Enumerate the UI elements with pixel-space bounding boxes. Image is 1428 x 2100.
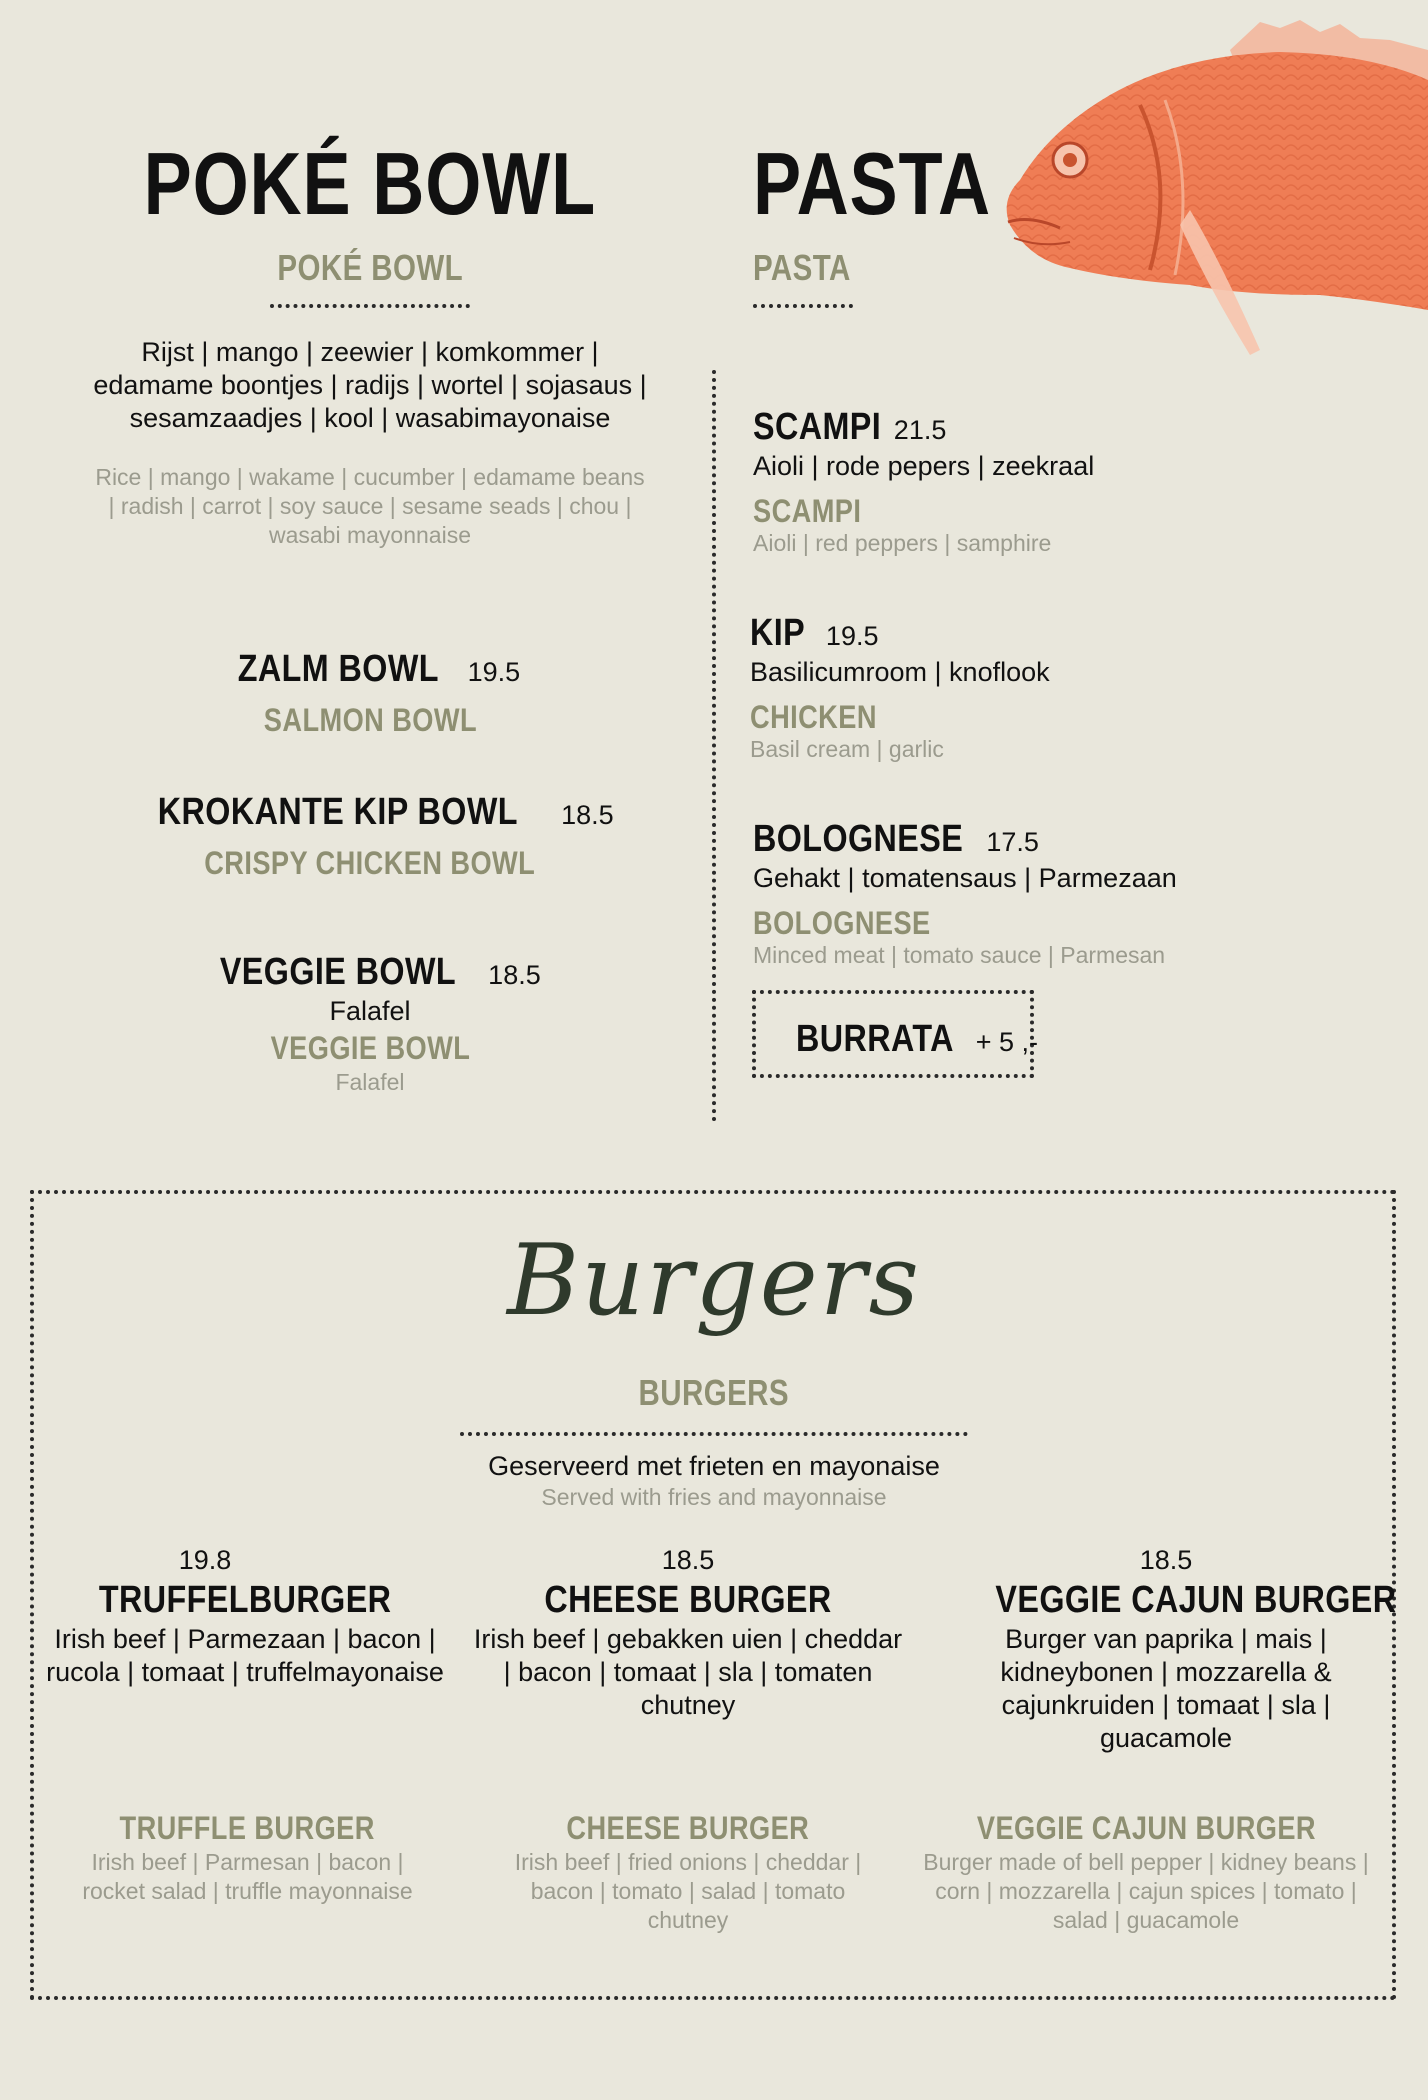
burgers-divider	[460, 1432, 968, 1436]
poke-description-nl: Rijst | mango | zeewier | komkommer | edamame boontjes | radijs | wortel | sojasaus | sesamzaadjes | kool | wasabimayonaise	[93, 337, 647, 433]
item-name-en: VEGGIE BOWL	[270, 1030, 470, 1066]
item-name: KIP	[750, 612, 806, 654]
pasta-subtitle: PASTA	[753, 247, 851, 288]
item-name-en: SALMON BOWL	[263, 702, 477, 738]
burger-item-veggie-cajun	[960, 1544, 1397, 1755]
item-price: 18.5	[488, 960, 541, 990]
item-description-nl: Basilicumroom | knoflook	[750, 657, 1050, 687]
item-description-en: Aioli | red peppers | samphire	[753, 530, 1052, 556]
item-price: 19.5	[467, 657, 521, 687]
burger-name: VEGGIE CAJUN BURGER	[995, 1579, 1397, 1621]
burger-price: 18.5	[661, 1545, 715, 1575]
burger-name-en: CHEESE BURGER	[566, 1810, 810, 1846]
item-description-en: Falafel	[335, 1069, 405, 1095]
burger-description-en: Burger made of bell pepper | kidney beans | corn | mozzarella | cajun spices | tomato | salad | guacamole	[923, 1849, 1369, 1933]
burger-name: CHEESE BURGER	[544, 1579, 832, 1621]
item-name-en: CHICKEN	[750, 699, 877, 735]
poke-description-en: Rice | mango | wakame | cucumber | edamame beans | radish | carrot | soy sauce | sesame seads | chou | wasabi mayonnaise	[95, 464, 645, 548]
poke-title: POKÉ BOWL	[143, 134, 597, 233]
burger-name-en: VEGGIE CAJUN BURGER	[976, 1810, 1316, 1846]
burger-item-truffel-en	[60, 1812, 435, 1906]
burgers-subtitle: BURGERS	[638, 1372, 790, 1413]
item-description-nl: Falafel	[329, 996, 411, 1026]
burger-description-en: Irish beef | fried onions | cheddar | bacon | tomato | salad | tomato chutney	[514, 1849, 862, 1933]
burgers-served-en: Served with fries and mayonnaise	[541, 1484, 887, 1510]
burgers-subtitle-wrap	[414, 1372, 1014, 1413]
burger-name-en: TRUFFLE BURGER	[119, 1810, 376, 1846]
item-name-en: CRISPY CHICKEN BOWL	[204, 845, 536, 881]
burger-description-nl: Irish beef | gebakken uien | cheddar | bacon | tomaat | sla | tomaten chutney	[473, 1624, 903, 1720]
item-price: 19.5	[825, 621, 879, 651]
pasta-divider	[753, 304, 853, 308]
burger-item-veggie-cajun-en	[916, 1812, 1376, 1935]
burgers-served-nl: Geserveerd met frieten en mayonaise	[488, 1451, 940, 1481]
item-name: ZALM BOWL	[237, 648, 439, 690]
burger-item-cheese-en	[490, 1812, 886, 1935]
burger-description-en: Irish beef | Parmesan | bacon | rocket salad | truffle mayonnaise	[82, 1849, 413, 1904]
poke-subtitle: POKÉ BOWL	[277, 247, 463, 288]
pasta-item-scampi	[753, 408, 1313, 558]
burgers-script-title: Burgers	[507, 1224, 921, 1338]
pasta-item-bolognese	[753, 820, 1313, 970]
poke-divider	[270, 304, 470, 308]
item-description-en: Basil cream | garlic	[750, 736, 944, 762]
item-price: 18.5	[561, 800, 614, 830]
item-name-en: BOLOGNESE	[753, 905, 931, 941]
burrata-name: BURRATA	[796, 1018, 954, 1060]
burger-description-nl: Irish beef | Parmezaan | bacon | rucola | tomaat | truffelmayonaise	[46, 1624, 444, 1687]
burrata-extra-box	[752, 990, 1039, 1078]
poke-item-veggie	[60, 953, 680, 1097]
item-description-en: Minced meat | tomato sauce | Parmesan	[753, 942, 1166, 968]
burger-price: 18.5	[1139, 1545, 1193, 1575]
burrata-price: + 5 ,-	[975, 1027, 1039, 1057]
poke-section	[60, 134, 680, 550]
burger-item-cheese	[470, 1544, 906, 1722]
item-name: BOLOGNESE	[753, 818, 964, 860]
poke-item-krokante-kip	[60, 793, 680, 879]
pasta-section	[753, 134, 1213, 308]
item-name-en: SCAMPI	[753, 493, 862, 529]
poke-item-zalm	[60, 650, 680, 736]
column-divider	[712, 370, 716, 1122]
pasta-title: PASTA	[753, 134, 991, 233]
item-name: KROKANTE KIP BOWL	[158, 791, 519, 833]
burger-price: 19.8	[178, 1545, 232, 1575]
burger-description-nl: Burger van paprika | mais | kidneybonen | mozzarella & cajunkruiden | tomaat | sla | guacamole	[1000, 1624, 1332, 1753]
pasta-item-kip	[750, 614, 1310, 764]
item-name: VEGGIE BOWL	[220, 951, 457, 993]
item-description-nl: Aioli | rode pepers | zeekraal	[753, 451, 1095, 481]
burger-item-truffel	[40, 1544, 450, 1689]
item-price: 21.5	[893, 415, 947, 445]
item-description-nl: Gehakt | tomatensaus | Parmezaan	[753, 863, 1177, 893]
burger-name: TRUFFELBURGER	[98, 1579, 392, 1621]
item-price: 17.5	[986, 827, 1039, 857]
item-name: SCAMPI	[753, 406, 882, 448]
